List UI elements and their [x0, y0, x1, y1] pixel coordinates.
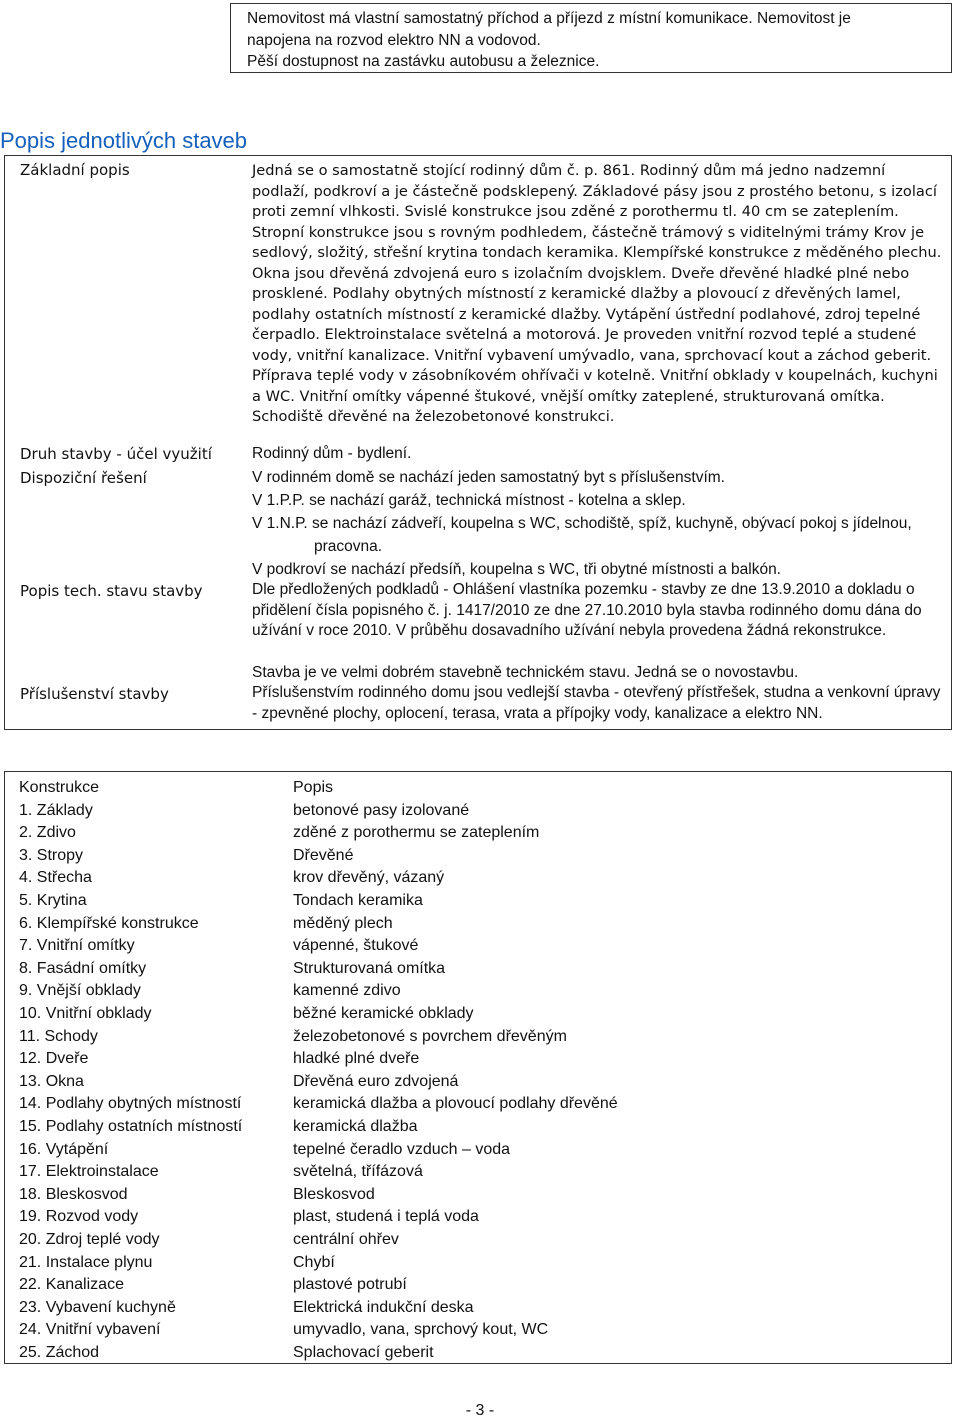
label-accessories: Příslušenství stavby [20, 685, 169, 703]
construction-item: 8. Fasádní omítky [19, 959, 147, 977]
accessories-text: Příslušenstvím rodinného domu jsou vedlejší stavba - otevřený přístřešek, studna a venkovní úpravy - zpevněné plochy, oplocení, terasa, vrata a přípojky vody, kanalizace a elektro NN. [252, 684, 941, 722]
construction-item: 18. Bleskosvod [19, 1185, 128, 1203]
construction-description: hladké plné dveře [293, 1050, 420, 1068]
construction-description: Tondach keramika [293, 892, 423, 909]
access-info-box [230, 3, 952, 73]
construction-item: 3. Stropy [19, 846, 84, 864]
table-row [19, 822, 951, 845]
table-row [19, 1161, 951, 1184]
construction-description: Strukturovaná omítka [293, 959, 446, 977]
construction-description: vápenné, štukové [293, 937, 419, 955]
layout-line: V 1.P.P. se nachází garáž, technická místnost - kotelna a sklep. [252, 492, 686, 509]
construction-table [4, 771, 952, 1364]
table-row [19, 1206, 951, 1229]
construction-item: 22. Kanalizace [19, 1276, 124, 1294]
table-row [19, 980, 951, 1003]
construction-description: umyvadlo, vana, sprchový kout, WC [293, 1321, 549, 1339]
construction-description: Bleskosvod [293, 1185, 375, 1203]
construction-item: 14. Podlahy obytných místností [19, 1095, 242, 1113]
table-row [19, 845, 951, 868]
section-title: Popis jednotlivých staveb [0, 128, 248, 153]
table-row [19, 1026, 951, 1049]
table-row [19, 1297, 951, 1320]
layout-line: V podkroví se nachází předsíň, koupelna s WC, tři obytné místnosti a balkón. [252, 561, 781, 578]
construction-item: 17. Elektroinstalace [19, 1163, 159, 1181]
construction-description: světelná, třífázová [293, 1163, 423, 1181]
table-row [19, 913, 951, 936]
table-row [19, 1116, 951, 1139]
construction-description: běžné keramické obklady [293, 1005, 474, 1022]
construction-item: 10. Vnitřní obklady [19, 1005, 152, 1022]
construction-description: Splachovací geberit [293, 1344, 434, 1361]
table-row [19, 890, 951, 913]
access-info-line: Nemovitost má vlastní samostatný příchod a příjezd z místní komunikace. Nemovitost je [247, 10, 851, 27]
access-info-line: Pěší dostupnost na zastávku autobusu a železnice. [247, 53, 600, 70]
technical-condition-text: Dle předložených podkladů - Ohlášení vlastníka pozemku - stavby ze dne 13.9.2010 a dokladu o přidělení čísla popisného č. j. 1417/2010 ze dne 27.10.2010 byla stavba rodinného domu dána do užívání v roce 2010. V průběhu dosavadního užívání nebyla provedena žádná rekonstrukce. [252, 581, 922, 639]
construction-item: 7. Vnitřní omítky [19, 937, 135, 955]
buildings-description-box [4, 155, 952, 730]
header-construction: Konstrukce [19, 779, 100, 796]
construction-item: 5. Krytina [19, 892, 87, 909]
construction-description: plast, studená i teplá voda [293, 1208, 479, 1226]
construction-description: betonové pasy izolované [293, 801, 470, 819]
basic-description-text: Jedná se o samostatně stojící rodinný dům č. p. 861. Rodinný dům má jedno nadzemní podlaží, podkroví a je částečně podsklepený. Základové pásy jsou z prostého betonu, s izolací proti zemní vlhkosti. Svislé konstrukce jsou zděné z porothermu tl. 40 cm se zateplením. Stropní konstrukce jsou s rovným podhledem, částečně trámový s viditelnými trámy Krov je sedlový, složitý, střešní krytina tondach keramika. Klempířské konstrukce z měděného plechu. Okna jsou dřevěná zdvojená euro s izolačním dvojsklem. Dveře dřevěné hladké plné nebo prosklené. Podlahy obytných místností z keramické dlažby a plovoucí z dřevěných lamel, podlahy ostatních místností z keramické dlažby. Vytápění ústřední podlahové, zdroj tepelné čerpadlo. Elektroinstalace světelná a motorová. Je proveden vnitřní rozvod teplé a studené vody, vnitřní kanalizace. Vnitřní vybavení umývadlo, vana, sprchovací kout a záchod geberit. Příprava teplé vody v zásobníkovém ohřívači v kotelně. Vnitřní obklady v koupelnách, kuchyni a WC. Vnitřní omítky vápenné štukové, vnější omítky zateplené, strukturovaná omítka. Schodiště dřevěné na železobetonové konstrukci. [252, 162, 942, 425]
construction-item: 15. Podlahy ostatních místností [19, 1118, 243, 1135]
table-row [19, 1342, 951, 1365]
construction-description: Dřevěné [293, 846, 354, 864]
label-layout: Dispoziční řešení [20, 469, 147, 487]
table-row [19, 1229, 951, 1252]
label-basic-description: Základní popis [20, 161, 130, 179]
construction-item: 25. Záchod [19, 1344, 100, 1361]
table-row [19, 1252, 951, 1275]
construction-item: 13. Okna [19, 1072, 84, 1090]
construction-item: 11. Schody [19, 1027, 98, 1045]
building-type-text: Rodinný dům - bydlení. [252, 445, 412, 462]
table-row [19, 1003, 951, 1026]
table-row [19, 958, 951, 981]
construction-item: 4. Střecha [19, 869, 92, 887]
construction-item: 20. Zdroj teplé vody [19, 1231, 160, 1248]
layout-line: V rodinném domě se nachází jeden samostatný byt s příslušenstvím. [252, 469, 725, 486]
construction-item: 19. Rozvod vody [19, 1208, 139, 1226]
label-technical-condition: Popis tech. stavu stavby [20, 582, 203, 600]
construction-description: keramická dlažba a plovoucí podlahy dřevěné [293, 1095, 618, 1113]
table-row [19, 1319, 951, 1342]
table-row [19, 1139, 951, 1162]
construction-item: 12. Dveře [19, 1050, 89, 1068]
construction-item: 6. Klempířské konstrukce [19, 914, 199, 932]
page-number: - 3 - [465, 1402, 495, 1419]
table-row [19, 867, 951, 890]
header-description: Popis [293, 779, 334, 796]
construction-description: kamenné zdivo [293, 982, 401, 1000]
layout-line: pracovna. [314, 538, 383, 555]
layout-line: V 1.N.P. se nachází zádveří, koupelna s WC, schodiště, spíž, kuchyně, obývací pokoj s jídelnou, [252, 515, 912, 532]
construction-description: Dřevěná euro zdvojená [293, 1072, 459, 1090]
table-row [19, 1184, 951, 1207]
construction-description: železobetonové s povrchem dřevěným [293, 1027, 567, 1045]
table-row [19, 935, 951, 958]
construction-description: tepelné čeradlo vzduch – voda [293, 1140, 511, 1158]
construction-item: 23. Vybavení kuchyně [19, 1298, 176, 1316]
construction-description: zděné z porothermu se zateplením [293, 824, 540, 842]
table-row [19, 800, 951, 823]
construction-description: měděný plech [293, 914, 393, 932]
access-info-line: napojena na rozvod elektro NN a vodovod. [247, 31, 541, 49]
table-header [19, 777, 951, 800]
construction-description: centrální ohřev [293, 1231, 399, 1248]
table-row [19, 1048, 951, 1071]
table-row [19, 1093, 951, 1116]
construction-item: 16. Vytápění [19, 1140, 109, 1158]
construction-item: 1. Základy [19, 801, 93, 819]
table-row [19, 1071, 951, 1094]
construction-description: plastové potrubí [293, 1276, 407, 1294]
construction-item: 2. Zdivo [19, 824, 76, 842]
construction-description: Chybí [293, 1253, 335, 1271]
construction-description: keramická dlažba [293, 1118, 418, 1135]
construction-item: 24. Vnitřní vybavení [19, 1321, 161, 1339]
technical-condition-summary: Stavba je ve velmi dobrém stavebně technickém stavu. Jedná se o novostavbu. [252, 664, 799, 681]
label-building-type: Druh stavby - účel využití [20, 445, 212, 463]
table-row [19, 1274, 951, 1297]
construction-item: 9. Vnější obklady [19, 982, 141, 1000]
construction-description: Elektrická indukční deska [293, 1298, 474, 1316]
construction-item: 21. Instalace plynu [19, 1253, 153, 1271]
construction-description: krov dřevěný, vázaný [293, 869, 445, 887]
